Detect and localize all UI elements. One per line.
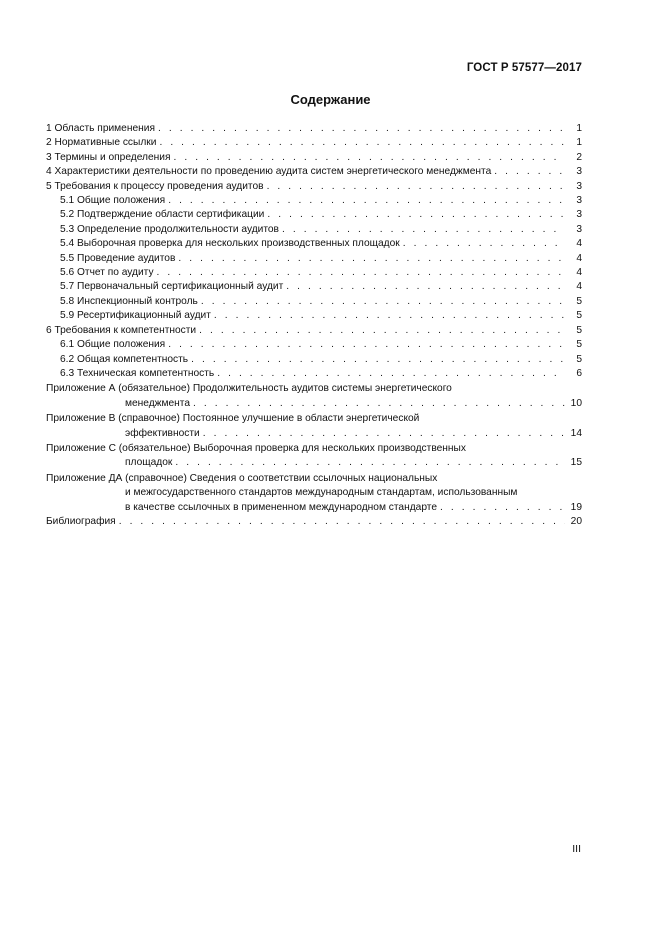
toc-entry-text: 5.7 Первоначальный сертификационный аудит (60, 281, 284, 293)
toc-entry-text: 5 Требования к процессу проведения аудитов (46, 180, 264, 192)
toc-entry-page: 5 (576, 310, 582, 322)
leader-dots (173, 151, 565, 165)
toc-entry-page: 3 (576, 209, 582, 221)
toc-entry[interactable] (46, 136, 582, 150)
leader-dots (168, 338, 565, 352)
leader-dots (214, 309, 565, 323)
toc-entry-text: 5.8 Инспекционный контроль (60, 295, 198, 307)
toc-subentry[interactable] (46, 252, 582, 266)
appendix-page: 10 (570, 397, 582, 409)
toc-entry[interactable] (46, 122, 582, 136)
toc-entry-page: 6 (576, 367, 582, 379)
toc-entry[interactable] (46, 324, 582, 338)
leader-dots (199, 324, 565, 338)
leader-dots (286, 280, 565, 294)
appendix-title-cont: менеджмента (125, 397, 191, 409)
toc-entry-page: 1 (576, 123, 582, 134)
toc-subentry[interactable] (46, 295, 582, 309)
table-of-contents (46, 122, 582, 529)
toc-subentry[interactable] (46, 194, 582, 208)
toc-entry-page: 4 (576, 267, 582, 279)
toc-subentry[interactable] (46, 237, 582, 251)
appendix-title-cont: и межгосударственного стандартов международным стандартам, использованным (125, 487, 518, 499)
toc-entry-page: 4 (576, 281, 582, 293)
toc-entry[interactable] (46, 151, 582, 165)
leader-dots (282, 223, 565, 237)
leader-dots (157, 266, 565, 280)
leader-dots (158, 122, 565, 136)
page-number: III (572, 843, 581, 855)
appendix-b-entry[interactable] (46, 412, 582, 441)
toc-entry-text: 2 Нормативные ссылки (46, 137, 157, 149)
toc-entry[interactable] (46, 165, 582, 179)
toc-entry-text: 3 Термины и определения (46, 151, 171, 163)
toc-entry-page: 3 (576, 195, 582, 207)
toc-entry[interactable] (46, 180, 582, 194)
appendix-title-cont: площадок (125, 457, 173, 469)
toc-entry-page: 4 (576, 252, 582, 264)
toc-entry-page: 20 (570, 515, 582, 527)
toc-entry-page: 5 (576, 295, 582, 307)
toc-entry-text: 5.9 Ресертификационный аудит (60, 310, 211, 322)
appendix-title: Приложение В (справочное) Постоянное улучшение в области энергетической (46, 413, 420, 425)
appendix-da-entry[interactable] (46, 472, 582, 515)
appendix-title: Приложение А (обязательное) Продолжительность аудитов системы энергетического (46, 383, 452, 395)
toc-entry-text: Библиография (46, 515, 116, 527)
appendix-page: 14 (570, 427, 582, 439)
leader-dots (203, 427, 565, 441)
toc-entry-text: 5.6 Отчет по аудиту (60, 267, 154, 279)
toc-entry-page: 2 (576, 151, 582, 163)
leader-dots (168, 194, 565, 208)
toc-subentry[interactable] (46, 309, 582, 323)
appendix-c-entry[interactable] (46, 442, 582, 471)
toc-entry-text: 6.3 Техническая компетентность (60, 367, 215, 379)
toc-entry-text: 5.1 Общие положения (60, 195, 166, 207)
toc-entry-text: 5.3 Определение продолжительности аудитов (60, 223, 279, 235)
toc-entry-text: 5.2 Подтверждение области сертификации (60, 209, 265, 221)
appendix-title-cont: эффективности (125, 427, 200, 439)
toc-subentry[interactable] (46, 266, 582, 280)
toc-subentry[interactable] (46, 367, 582, 381)
toc-entry-text: 1 Область применения (46, 123, 155, 134)
toc-entry-page: 3 (576, 180, 582, 192)
toc-entry-text: 4 Характеристики деятельности по проведению аудита систем энергетического менеджмента (46, 166, 492, 178)
toc-entry-page: 5 (576, 339, 582, 351)
toc-subentry[interactable] (46, 280, 582, 294)
appendix-a-entry[interactable] (46, 382, 582, 411)
toc-entry-page: 3 (576, 223, 582, 235)
toc-entry-page: 5 (576, 353, 582, 365)
toc-entry-text: 6.2 Общая компетентность (60, 353, 189, 365)
toc-entry-page: 4 (576, 238, 582, 250)
toc-entry-page: 5 (576, 324, 582, 336)
leader-dots (193, 397, 565, 411)
leader-dots (178, 252, 565, 266)
appendix-title: Приложение С (обязательное) Выборочная проверка для нескольких производственных (46, 442, 466, 454)
page-title: Содержание (290, 92, 371, 107)
leader-dots (494, 165, 565, 179)
appendix-page: 15 (570, 457, 582, 469)
bibliography-entry[interactable] (46, 515, 582, 529)
leader-dots (267, 208, 565, 222)
toc-subentry[interactable] (46, 338, 582, 352)
leader-dots (440, 501, 565, 515)
leader-dots (267, 180, 565, 194)
toc-entry-text: 6 Требования к компетентности (46, 324, 197, 336)
appendix-page: 19 (570, 501, 582, 513)
appendix-title-cont: в качестве ссылочных в примененном международном стандарте (125, 501, 437, 513)
toc-entry-text: 5.5 Проведение аудитов (60, 252, 176, 264)
toc-entry-page: 3 (576, 166, 582, 178)
leader-dots (403, 237, 565, 251)
toc-subentry[interactable] (46, 223, 582, 237)
leader-dots (119, 515, 565, 529)
leader-dots (159, 136, 565, 150)
appendix-title: Приложение ДА (справочное) Сведения о соответствии ссылочных национальных (46, 472, 438, 484)
leader-dots (175, 456, 565, 470)
toc-entry-text: 6.1 Общие положения (60, 339, 166, 351)
toc-entry-text: 5.4 Выборочная проверка для нескольких производственных площадок (60, 238, 400, 250)
leader-dots (201, 295, 565, 309)
leader-dots (217, 367, 565, 381)
toc-subentry[interactable] (46, 353, 582, 367)
toc-subentry[interactable] (46, 208, 582, 222)
toc-entry-page: 1 (576, 137, 582, 149)
document-code: ГОСТ Р 57577—2017 (466, 62, 582, 74)
leader-dots (191, 353, 565, 367)
